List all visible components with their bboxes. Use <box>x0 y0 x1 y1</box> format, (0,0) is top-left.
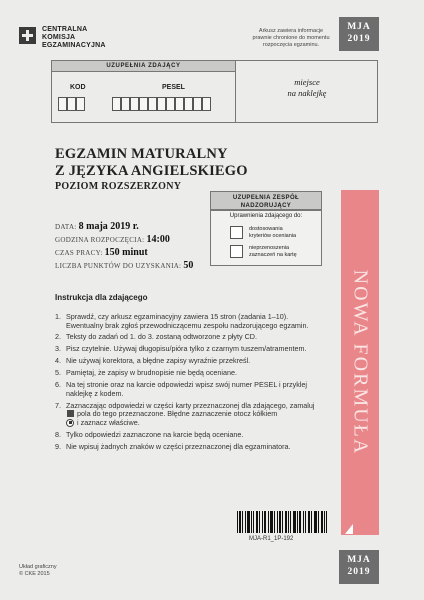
pesel-label: PESEL <box>162 84 185 91</box>
pesel-cell[interactable] <box>130 97 139 111</box>
pesel-cell[interactable] <box>166 97 175 111</box>
circled-square-icon <box>66 419 74 427</box>
team-box-header: UZUPEŁNIA ZESPÓŁ NADZORUJĄCY <box>210 191 322 210</box>
instruction-item: 1. Sprawdź, czy arkusz egzaminacyjny zawiera 15 stron (zadania 1–10). Ewentualny brak zgłoś przewodniczącemu zespołu nadzorującego egzamin. <box>55 312 309 330</box>
nowa-formula-label: NOWA FORMUŁA <box>349 269 372 456</box>
instruction-item: 4. Nie używaj korektora, a błędne zapisy wyraźnie przekreśl. <box>55 356 251 366</box>
pesel-cell[interactable] <box>121 97 130 111</box>
candidate-box-header: UZUPEŁNIA ZDAJĄCY <box>51 60 236 72</box>
instruction-item: 5. Pamiętaj, że zapisy w brudnopisie nie będą oceniane. <box>55 368 238 378</box>
pesel-cell[interactable] <box>112 97 121 111</box>
kod-label: KOD <box>70 84 86 91</box>
barcode-icon <box>237 511 327 533</box>
exam-level: POZIOM ROZSZERZONY <box>55 181 182 192</box>
pesel-cell[interactable] <box>193 97 202 111</box>
pesel-cell[interactable] <box>139 97 148 111</box>
legal-note: Arkusz zawiera informacje prawnie chronione do momentu rozpoczęcia egzaminu. <box>252 28 330 48</box>
adapted-criteria-checkbox[interactable] <box>230 226 243 239</box>
exam-code-badge-bottom: MJA 2019 <box>339 550 379 584</box>
kod-cell[interactable] <box>58 97 67 111</box>
no-transfer-label: nieprzenoszenia zaznaczeń na kartę <box>249 245 297 258</box>
instruction-item: 3. Pisz czytelnie. Używaj długopisu/pióra tylko z czarnym tuszem/atramentem. <box>55 344 307 354</box>
filled-square-icon <box>67 410 74 417</box>
exam-duration: CZAS PRACY: 150 minut <box>55 247 148 258</box>
instruction-item: 8. Tylko odpowiedzi zaznaczone na karcie będą oceniane. <box>55 429 244 439</box>
instruction-item: 9. Nie wpisuj żadnych znaków w części przeznaczonej dla egzaminatora. <box>55 441 291 451</box>
pesel-cell[interactable] <box>148 97 157 111</box>
instructions-list <box>55 313 320 454</box>
kod-cell[interactable] <box>76 97 85 111</box>
barcode-text: MJA-R1_1P-192 <box>249 536 294 542</box>
team-subtitle: Uprawnienia zdającego do: <box>229 213 303 219</box>
exam-points: LICZBA PUNKTÓW DO UZYSKANIA: 50 <box>55 260 194 271</box>
pesel-cell[interactable] <box>202 97 211 111</box>
footer-credits: Układ graficzny © CKE 2015 <box>19 564 57 577</box>
cke-logo-icon <box>19 27 36 44</box>
pesel-cell[interactable] <box>157 97 166 111</box>
instruction-item: 6. Na tej stronie oraz na karcie odpowiedzi wpisz swój numer PESEL i przyklej naklejkę z kodem. <box>55 380 308 398</box>
organization-name: CENTRALNA KOMISJA EGZAMINACYJNA <box>42 26 106 49</box>
exam-start-time: GODZINA ROZPOCZĘCIA: 14:00 <box>55 234 170 245</box>
instructions-title: Instrukcja dla zdającego <box>55 293 148 302</box>
exam-title: EGZAMIN MATURALNY Z JĘZYKA ANGIELSKIEGO <box>55 146 248 179</box>
sticker-placeholder: miejsce na naklejkę <box>287 77 327 98</box>
strip-corner-mark <box>345 524 353 534</box>
kod-cell[interactable] <box>67 97 76 111</box>
instruction-item: 2. Teksty do zadań od 1. do 3. zostaną odtworzone z płyty CD. <box>55 332 257 342</box>
adapted-criteria-label: dostosowania kryteriów oceniania <box>249 226 297 239</box>
pesel-cell[interactable] <box>175 97 184 111</box>
exam-code-badge-top: MJA 2019 <box>339 17 379 51</box>
no-transfer-checkbox[interactable] <box>230 245 243 258</box>
instruction-item: 7. Zaznaczając odpowiedzi w części karty przeznaczonej dla zdającego, zamaluj pola do tego przeznaczone. Błędne zaznaczenie otocz kółkiem i zaznacz właściwe. <box>55 400 315 427</box>
exam-date: DATA: 8 maja 2019 r. <box>55 221 139 232</box>
pesel-cell[interactable] <box>184 97 193 111</box>
